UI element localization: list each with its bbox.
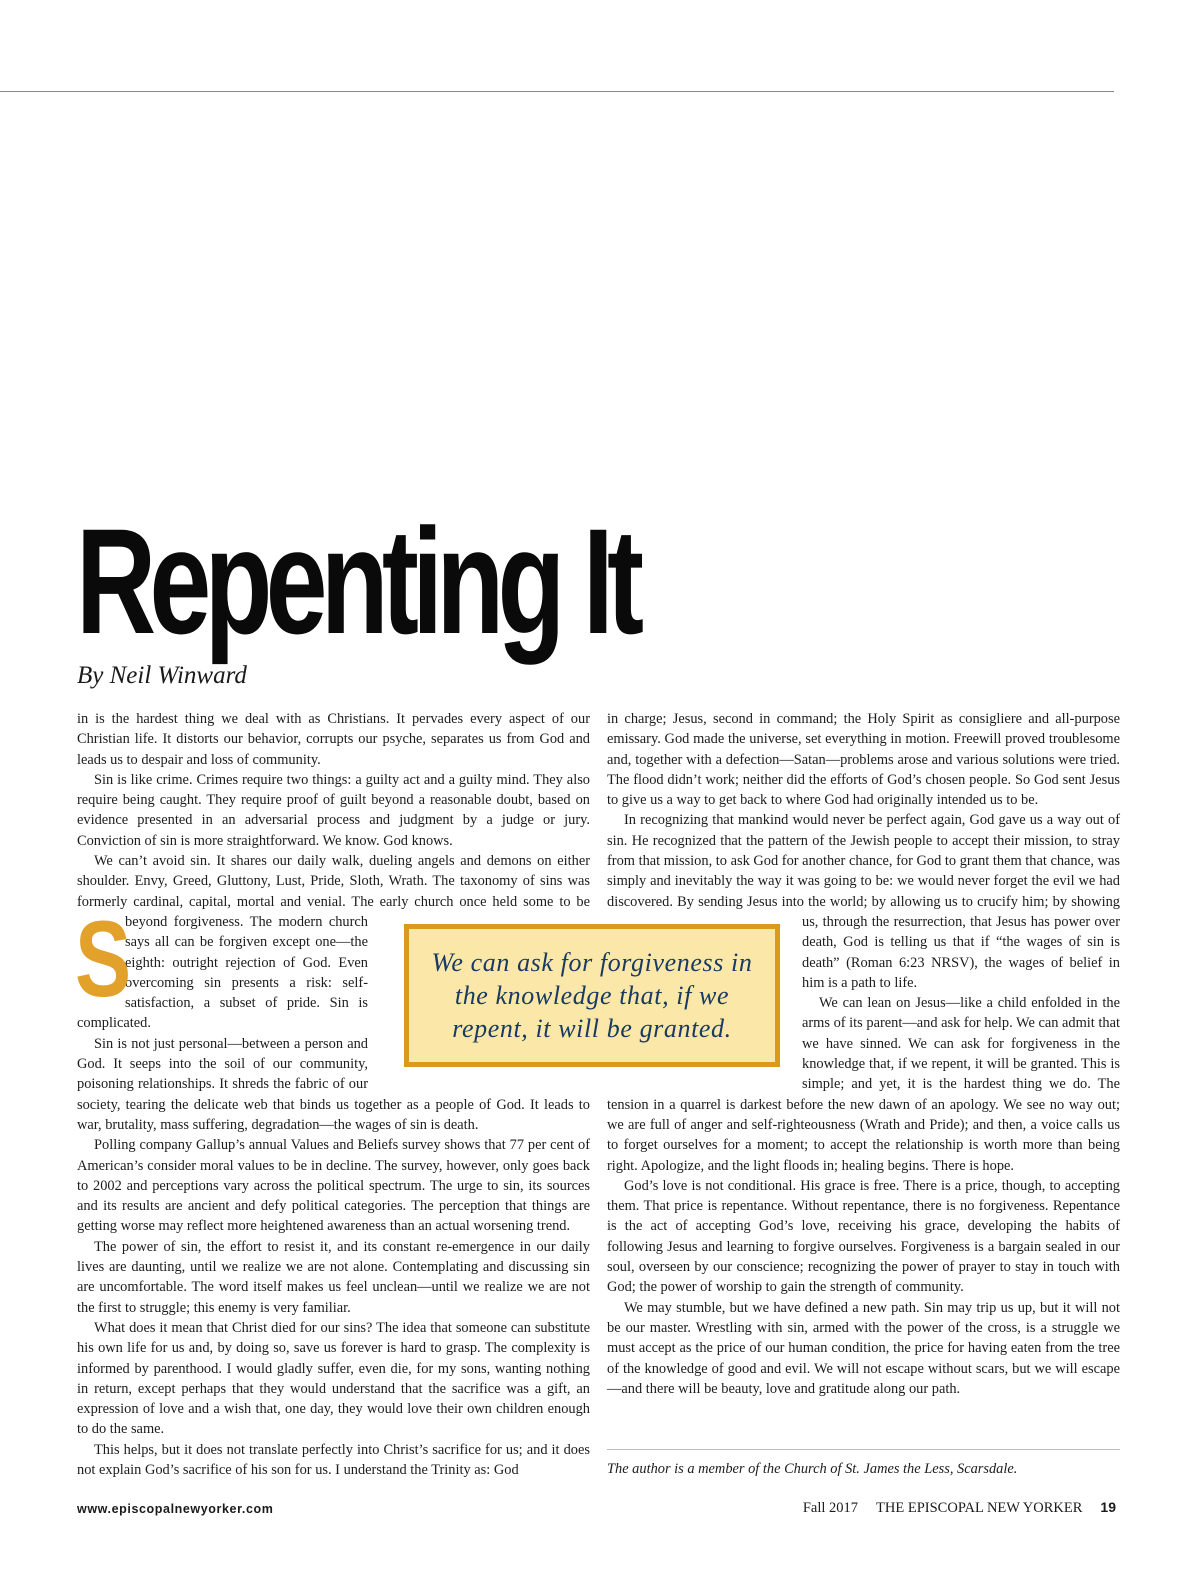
pull-quote bbox=[404, 924, 780, 1067]
drop-cap: S bbox=[75, 898, 132, 1019]
paragraph: We can lean on Jesus—like a child enfolded in the arms of its parent—and ask for help. We can admit that we have sinned. We can ask for forgiveness in the knowledge that, if we repent, it will be granted. This is simple; and yet, it is the hardest thing we do. The tension in a quarrel is darkest before the new dawn of an apology. We see no way out; we are full of anger and self-righteousness (Wrath and Pride); and then, a voice calls us to forget ourselves for a moment; to accept the relationship is worth more than being right. Apologize, and the light floods in; healing begins. There is hope. bbox=[607, 995, 1120, 1174]
footer-url[interactable]: www.episcopalnewyorker.com bbox=[77, 1502, 274, 1516]
footer-issue: Fall 2017 bbox=[802, 1500, 859, 1516]
article-column-right bbox=[607, 709, 1120, 1444]
footer-publication: THE EPISCOPAL NEW YORKER bbox=[876, 1500, 1083, 1516]
paragraph: The power of sin, the effort to resist it, and its constant re-emergence in our daily lives are daunting, until we realize we are not alone. Contemplating and discussing sin are uncomfortable. The word itself makes us feel unclean—until we realize we are not the first to struggle; this enemy is very familiar. bbox=[77, 1238, 590, 1316]
paragraph: What does it mean that Christ died for our sins? The idea that someone can substitute his own life for us and, by doing so, save us forever is hard to grasp. The complexity is informed by parenthood. I would gladly suffer, even die, for my sons, wanting nothing in return, except perhaps that they would understand that the sacrifice was a gift, an expression of love and a wish that, one day, they would love their own children enough to do the same. bbox=[77, 1319, 590, 1438]
paragraph: in charge; Jesus, second in command; the Holy Spirit as consigliere and all-purpose emissary. God made the universe, set everything in motion. Freewill proved troublesome and, together with a defection—Satan—problems arose and various solutions were tried. The flood didn’t work; neither did the efforts of God’s chosen people. So God sent Jesus to give us a way to get back to where God had originally intended us to be. bbox=[607, 711, 1120, 809]
footer-folio bbox=[803, 1499, 1116, 1517]
paragraph: In recognizing that mankind would never be perfect again, God gave us a way out of sin. He recognized that the pattern of the Jewish people to accept their mission, to stray from that mission, to ask God for another chance, for God to grant them that chance, was simply and inevitably the way it was going to be: we would never forget the evil we had discovered. By sending Jesus into the world; by allowing us to crucify him; by showing us, through the resurrection, that Jesus has power over death, God is telling us that if “the wages of sin is death” (Roman 6:23 NRSV), the wages of belief in him is a path to life. bbox=[607, 812, 1120, 991]
byline: By Neil Winward bbox=[77, 662, 247, 689]
paragraph: Sin is like crime. Crimes require two things: a guilty act and a guilty mind. They also require being caught. They require proof of guilt beyond a reasonable doubt, based on evidence presented in an adversarial process and judgment by a judge or jury. Conviction of sin is more straightforward. We know. God knows. bbox=[77, 771, 590, 849]
page-number: 19 bbox=[1100, 1499, 1116, 1515]
article-column-left bbox=[77, 709, 590, 1484]
pull-quote-text: We can ask for forgiveness in the knowledge that, if we repent, it will be granted. bbox=[431, 948, 753, 1043]
paragraph: Polling company Gallup’s annual Values and Beliefs survey shows that 77 per cent of American’s consider moral values to be in decline. The survey, however, only goes back to 2002 and perceptions vary across the political spectrum. The urge to sin, its sources and its results are ancient and defy political categories. The perception that things are getting worse may reflect more heightened awareness than an actual worsening trend. bbox=[77, 1137, 590, 1235]
paragraph: This helps, but it does not translate perfectly into Christ’s sacrifice for us; and it does not explain God’s sacrifice of his son for us. I understand the Trinity as: God bbox=[77, 1441, 590, 1478]
author-note: The author is a member of the Church of St. James the Less, Scarsdale. bbox=[607, 1461, 1018, 1477]
top-rule bbox=[0, 91, 1114, 92]
paragraph: God’s love is not conditional. His grace is free. There is a price, though, to accepting them. That price is repentance. Without repentance, there is no forgiveness. Repentance is the act of accepting God’s love, receiving his grace, developing the habits of following Jesus and learning to forgive ourselves. Forgiveness is a bargain sealed in our soul, overseen by our conscience; recognizing the power of prayer to stay in touch with God; the power of worship to gain the strength of community. bbox=[607, 1177, 1120, 1296]
paragraph: S in is the hardest thing we deal with as Christians. It pervades every aspect of our Christian life. It distorts our behavior, corrupts our psyche, separates us from God and leads us to despair and loss of community. bbox=[75, 711, 590, 1019]
paragraph: We can’t avoid sin. It shares our daily walk, dueling angels and demons on either shoulder. Envy, Greed, Gluttony, Lust, Pride, Sloth, Wrath. The taxonomy of sins was formerly cardinal, capital, mortal and venial. The early church once held some to be beyond forgiveness. The modern church says all can be forgiven except one—the eighth: outright rejection of God. Even overcoming sin presents a risk: self-satisfaction, a subset of pride. Sin is complicated. bbox=[77, 853, 590, 1032]
author-divider bbox=[607, 1449, 1120, 1450]
paragraph: Sin is not just personal—between a person and God. It seeps into the soil of our community, poisoning relationships. It shreds the fabric of our society, tearing the delicate web that binds us together as a people of God. It leads to war, brutality, mass suffering, degradation—the wages of sin is death. bbox=[77, 1035, 590, 1133]
paragraph: We may stumble, but we have defined a new path. Sin may trip us up, but it will not be our master. Wrestling with sin, armed with the power of the cross, is a struggle we must accept as the price of our human condition, the price for having eaten from the tree of the knowledge of good and evil. We will not escape without scars, but we will escape—and there will be beauty, love and gratitude along our path. bbox=[607, 1299, 1120, 1397]
article-title: Repenting It bbox=[76, 497, 638, 665]
